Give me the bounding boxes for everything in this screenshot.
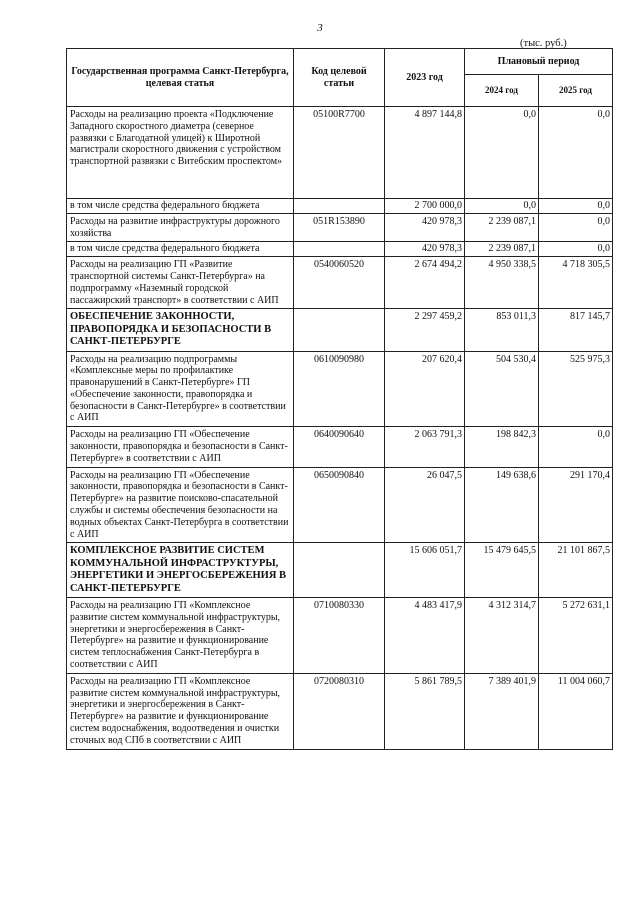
row-2025: 0,0 (539, 213, 613, 242)
row-2025: 291 170,4 (539, 467, 613, 543)
row-name: ОБЕСПЕЧЕНИЕ ЗАКОННОСТИ, ПРАВОПОРЯДКА И БЕЗОПАСНОСТИ В САНКТ-ПЕТЕРБУРГЕ (67, 309, 294, 351)
row-2023: 420 978,3 (385, 213, 465, 242)
row-2025: 0,0 (539, 199, 613, 214)
row-2023: 26 047,5 (385, 467, 465, 543)
row-code (294, 199, 385, 214)
row-2023: 2 297 459,2 (385, 309, 465, 351)
row-code: 051R153890 (294, 213, 385, 242)
row-code (294, 543, 385, 598)
row-2023: 4 897 144,8 (385, 107, 465, 199)
row-2023: 2 063 791,3 (385, 427, 465, 467)
header-planning-period: Плановый период (465, 49, 613, 75)
row-name: Расходы на реализацию проекта «Подключение Западного скоростного диаметра (северное развязки с Благодатной улицей) к Широтной магистрали скоростного движения с устройством транспортной развязки с Витебским проспектом» (67, 107, 294, 199)
row-2023: 2 700 000,0 (385, 199, 465, 214)
table-row-section (67, 543, 613, 598)
table-row (67, 673, 613, 749)
row-2025: 5 272 631,1 (539, 597, 613, 673)
table-row (67, 213, 613, 242)
header-2024: 2024 год (465, 75, 539, 107)
header-2025: 2025 год (539, 75, 613, 107)
row-name: Расходы на реализацию ГП «Развитие транспортной системы Санкт-Петербурга» на подпрограмму «Наземный городской пассажирский транспорт» в соответствии с АИП (67, 257, 294, 309)
unit-note: (тыс. руб.) (520, 38, 567, 49)
row-2025: 0,0 (539, 427, 613, 467)
row-name: Расходы на реализацию ГП «Комплексное развитие систем коммунальной инфраструктуры, энергетики и энергосбережения в Санкт-Петербурге» на развитие и функционирование систем водоснабжения, водоотведения и очистки сточных вод СПб в соответствии с АИП (67, 673, 294, 749)
row-2024: 4 950 338,5 (465, 257, 539, 309)
row-code: 0710080330 (294, 597, 385, 673)
row-2024: 4 312 314,7 (465, 597, 539, 673)
row-2024: 2 239 087,1 (465, 242, 539, 257)
row-2024: 198 842,3 (465, 427, 539, 467)
row-2024: 504 530,4 (465, 351, 539, 427)
row-2025: 0,0 (539, 242, 613, 257)
row-name: Расходы на реализацию ГП «Комплексное развитие систем коммунальной инфраструктуры, энергетики и энергосбережения в Санкт-Петербурге» на развитие и функционирование систем теплоснабжения Санкт-Петербурга в соответствии с АИП (67, 597, 294, 673)
table-row (67, 107, 613, 199)
row-name: Расходы на развитие инфраструктуры дорожного хозяйства (67, 213, 294, 242)
row-2024: 7 389 401,9 (465, 673, 539, 749)
page-number: 3 (317, 22, 323, 34)
row-name: в том числе средства федерального бюджета (67, 242, 294, 257)
row-2023: 420 978,3 (385, 242, 465, 257)
row-name: Расходы на реализацию ГП «Обеспечение законности, правопорядка и безопасности в Санкт-Петербурге» в соответствии с АИП (67, 427, 294, 467)
row-2025: 11 004 060,7 (539, 673, 613, 749)
table-row (67, 199, 613, 214)
row-2023: 207 620,4 (385, 351, 465, 427)
row-code (294, 309, 385, 351)
row-2023: 5 861 789,5 (385, 673, 465, 749)
budget-table (66, 48, 613, 750)
row-code: 0720080310 (294, 673, 385, 749)
table-row (67, 597, 613, 673)
row-2024: 2 239 087,1 (465, 213, 539, 242)
row-code: 0650090840 (294, 467, 385, 543)
row-2025: 817 145,7 (539, 309, 613, 351)
row-name: Расходы на реализацию подпрограммы «Комплексные меры по профилактике правонарушений в Санкт-Петербурге» ГП «Обеспечение законности, правопорядка и безопасности в Санкт-Петербурге» в соответствии с АИП (67, 351, 294, 427)
table-row (67, 351, 613, 427)
row-2025: 525 975,3 (539, 351, 613, 427)
table-row (67, 467, 613, 543)
row-name: КОМПЛЕКСНОЕ РАЗВИТИЕ СИСТЕМ КОММУНАЛЬНОЙ ИНФРАСТРУКТУРЫ, ЭНЕРГЕТИКИ И ЭНЕРГОСБЕРЕЖЕНИЯ В САНКТ-ПЕТЕРБУРГЕ (67, 543, 294, 598)
row-2024: 149 638,6 (465, 467, 539, 543)
row-name: Расходы на реализацию ГП «Обеспечение законности, правопорядка и безопасности в Санкт-Петербурге» на развитие поисково-спасательной службы и системы обеспечения безопасности на водных объектах Санкт-Петербурга в соответствии с АИП (67, 467, 294, 543)
row-code: 0540060520 (294, 257, 385, 309)
row-code: 0610090980 (294, 351, 385, 427)
row-2024: 0,0 (465, 107, 539, 199)
row-name: в том числе средства федерального бюджета (67, 199, 294, 214)
row-2023: 15 606 051,7 (385, 543, 465, 598)
table-row (67, 427, 613, 467)
row-2023: 2 674 494,2 (385, 257, 465, 309)
table-row (67, 242, 613, 257)
row-code (294, 242, 385, 257)
row-code: 0640090640 (294, 427, 385, 467)
header-program: Государственная программа Санкт-Петербурга, целевая статья (67, 49, 294, 107)
table-row-section (67, 309, 613, 351)
row-2024: 0,0 (465, 199, 539, 214)
row-2024: 853 011,3 (465, 309, 539, 351)
row-2025: 0,0 (539, 107, 613, 199)
header-2023: 2023 год (385, 49, 465, 107)
row-2025: 21 101 867,5 (539, 543, 613, 598)
table-row (67, 257, 613, 309)
header-code: Код целевой статьи (294, 49, 385, 107)
row-2024: 15 479 645,5 (465, 543, 539, 598)
row-2023: 4 483 417,9 (385, 597, 465, 673)
row-2025: 4 718 305,5 (539, 257, 613, 309)
row-code: 05100R7700 (294, 107, 385, 199)
